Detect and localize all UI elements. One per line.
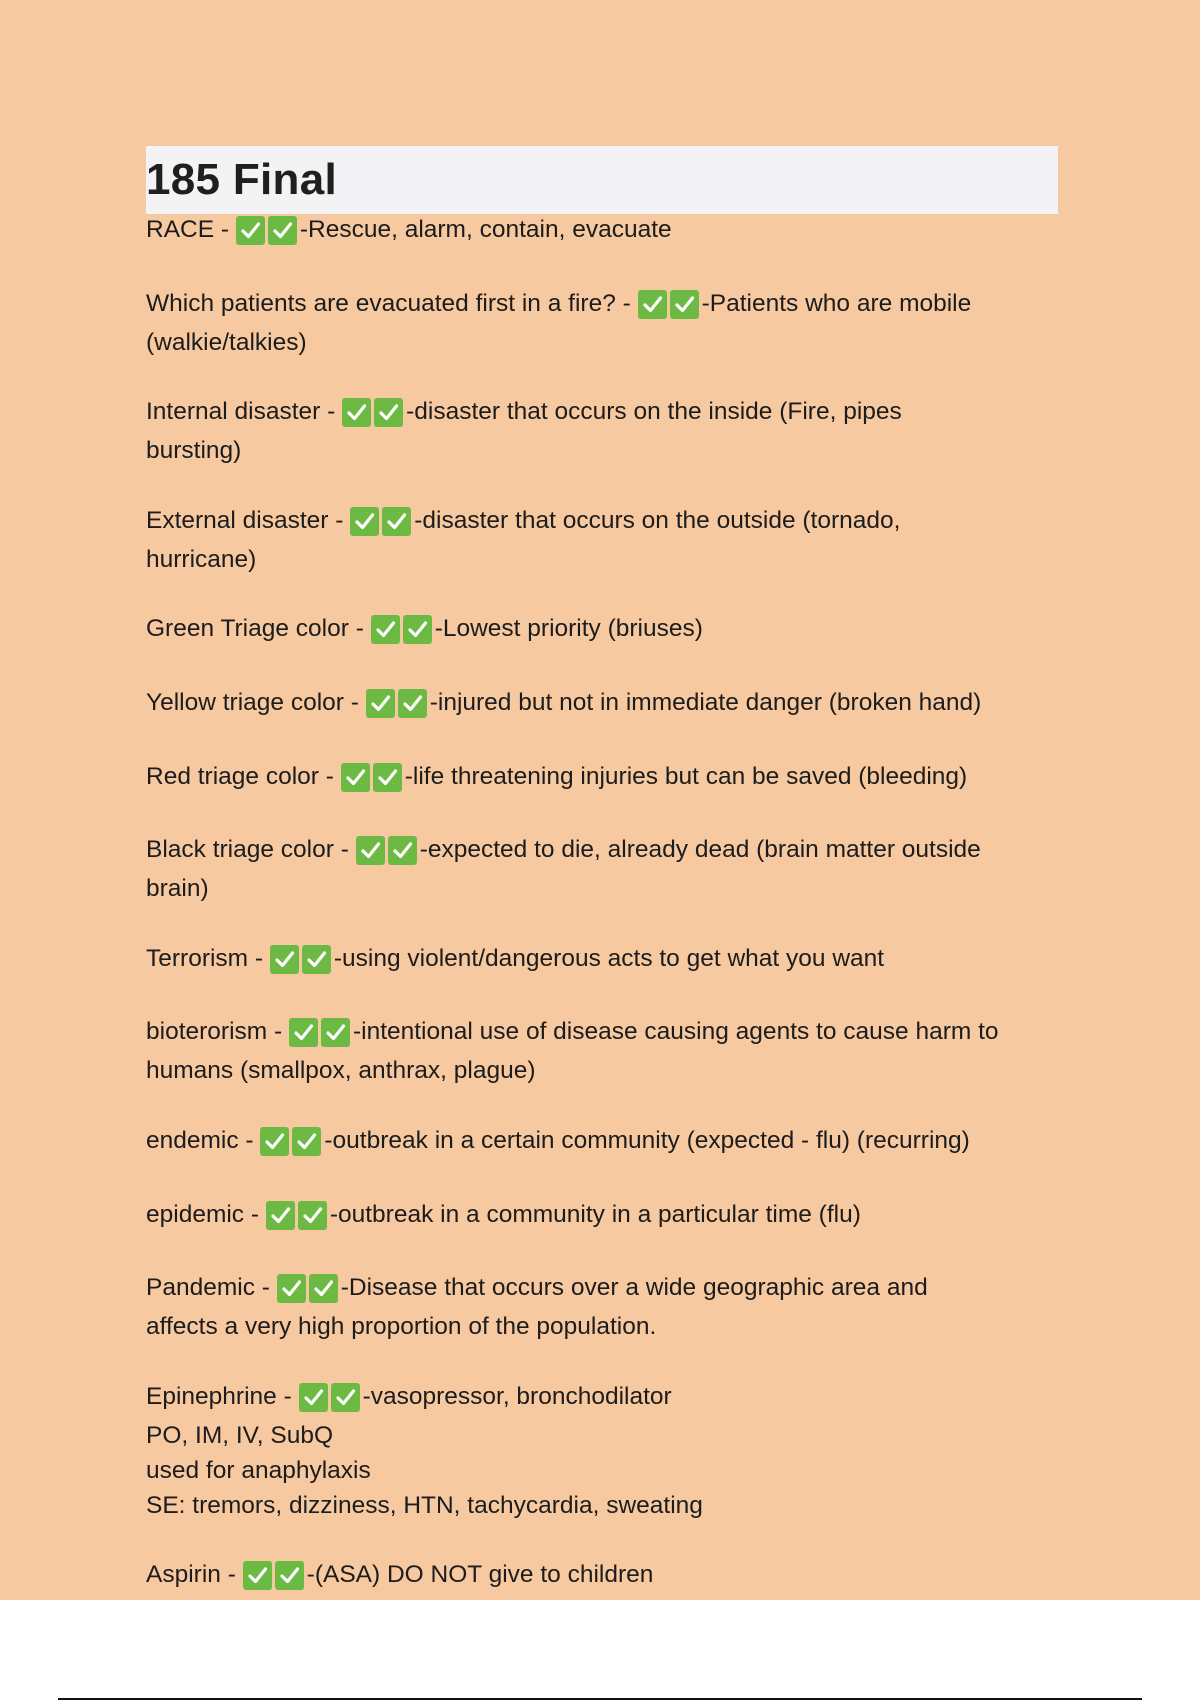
entry-definition-cont: PO, IM, IV, SubQ (146, 1421, 334, 1449)
entry-separator: - (276, 1382, 299, 1410)
entry-first-line (146, 212, 1066, 251)
entry-definition-cont: humans (smallpox, anthrax, plague) (146, 1057, 536, 1085)
check-mark-icon (356, 836, 385, 865)
entry-separator: - (238, 1126, 261, 1154)
double-check-marks (299, 1383, 363, 1418)
check-mark-icon (331, 1383, 360, 1412)
entry-separator: - (254, 1274, 277, 1302)
flashcard-entry (146, 1014, 1066, 1088)
entry-term: Green Triage color (146, 615, 349, 643)
double-check-marks (356, 836, 420, 871)
entry-term: Black triage color (146, 836, 334, 864)
entry-first-line (146, 1379, 1066, 1418)
check-mark-icon (382, 507, 411, 536)
entry-term: Aspirin (146, 1561, 221, 1589)
double-check-marks (371, 615, 435, 650)
check-mark-icon (243, 1561, 272, 1590)
entry-definition-cont: used for anaphylaxis (146, 1456, 371, 1484)
check-mark-icon (309, 1274, 338, 1303)
flashcard-entry (146, 1197, 1066, 1236)
double-check-marks (638, 290, 702, 325)
entry-continuation-line (146, 1309, 1066, 1344)
check-mark-icon (302, 945, 331, 974)
double-check-marks (260, 1127, 324, 1162)
entry-definition: -disaster that occurs on the inside (Fire, pipes (406, 398, 902, 426)
entry-term: Internal disaster (146, 398, 321, 426)
entry-continuation-line (146, 325, 1066, 360)
entry-first-line (146, 286, 1066, 325)
entry-separator: - (248, 944, 270, 972)
check-mark-icon (366, 689, 395, 718)
check-mark-icon (321, 1018, 350, 1047)
entry-term: Epinephrine (146, 1382, 277, 1410)
entry-definition: -Lowest priority (briuses) (434, 615, 703, 643)
entry-term: Which patients are evacuated first in a fire? (146, 289, 616, 317)
entry-term: RACE (146, 216, 215, 243)
entry-continuation-line (146, 871, 1066, 906)
check-mark-icon (350, 507, 379, 536)
check-mark-icon (388, 836, 417, 865)
entry-definition: -vasopressor, bronchodilator (362, 1382, 672, 1410)
title-bar (146, 146, 1058, 214)
flashcard-entry (146, 611, 1066, 650)
double-check-marks (366, 689, 430, 724)
check-mark-icon (266, 1201, 295, 1230)
entry-definition: -outbreak in a certain community (expected - flu) (recurring) (324, 1126, 970, 1154)
check-mark-icon (275, 1561, 304, 1590)
check-mark-icon (373, 763, 402, 792)
entry-continuation-line (146, 1488, 1066, 1523)
check-mark-icon (260, 1127, 289, 1156)
entry-continuation-line (146, 1053, 1066, 1088)
check-mark-icon (270, 945, 299, 974)
flashcard-entry (146, 832, 1066, 906)
entry-first-line (146, 611, 1066, 650)
check-mark-icon (299, 1383, 328, 1412)
entry-term: bioterorism (146, 1018, 268, 1046)
check-mark-icon (236, 216, 265, 245)
entry-first-line (146, 832, 1066, 871)
entry-first-line (146, 394, 1066, 433)
flashcard-entry (146, 685, 1066, 724)
check-mark-icon (371, 615, 400, 644)
double-check-marks (341, 763, 405, 798)
entry-separator: - (343, 688, 366, 716)
entry-definition: -expected to die, already dead (brain matter outside (419, 836, 981, 864)
entry-definition: -life threatening injuries but can be saved (bleeding) (404, 762, 968, 790)
flashcard-list (146, 212, 1066, 1631)
entry-term: endemic (146, 1126, 239, 1154)
check-mark-icon (398, 689, 427, 718)
entry-first-line (146, 1270, 1066, 1309)
check-mark-icon (298, 1201, 327, 1230)
entry-term: Pandemic (146, 1274, 255, 1302)
entry-separator: - (267, 1018, 289, 1046)
check-mark-icon (638, 290, 667, 319)
check-mark-icon (341, 763, 370, 792)
entry-separator: - (320, 398, 343, 426)
check-mark-icon (342, 398, 371, 427)
entry-definition: -Patients who are mobile (701, 289, 972, 317)
flashcard-entry (146, 1379, 1066, 1523)
double-check-marks (342, 398, 406, 433)
entry-first-line (146, 503, 1066, 542)
entry-separator: - (214, 216, 236, 243)
entry-first-line (146, 1123, 1066, 1162)
entry-continuation-line (146, 1418, 1066, 1453)
flashcard-entry (146, 1270, 1066, 1344)
flashcard-entry (146, 286, 1066, 360)
entry-definition: -(ASA) DO NOT give to children (306, 1561, 654, 1589)
entry-term: Terrorism (146, 944, 249, 972)
entry-first-line (146, 1557, 1066, 1596)
entry-definition: -disaster that occurs on the outside (tornado, (414, 506, 901, 534)
entry-definition: -intentional use of disease causing agents to cause harm to (352, 1018, 999, 1046)
entry-separator: - (328, 506, 351, 534)
check-mark-icon (289, 1018, 318, 1047)
entry-first-line (146, 1197, 1066, 1236)
entry-term: External disaster (146, 506, 329, 534)
entry-separator: - (220, 1561, 243, 1589)
double-check-marks (289, 1018, 353, 1053)
entry-first-line (146, 685, 1066, 724)
page-title: 185 Final (146, 155, 338, 204)
flashcard-entry (146, 1123, 1066, 1162)
flashcard-entry (146, 1557, 1066, 1596)
entry-definition: -outbreak in a community in a particular time (flu) (329, 1200, 861, 1228)
entry-first-line (146, 759, 1066, 798)
entry-separator: - (615, 289, 638, 317)
double-check-marks (270, 945, 334, 980)
flashcard-entry (146, 941, 1066, 980)
double-check-marks (350, 507, 414, 542)
flashcard-entry (146, 503, 1066, 577)
entry-separator: - (348, 615, 371, 643)
flashcard-entry (146, 759, 1066, 798)
entry-separator: - (333, 836, 356, 864)
entry-definition-cont: bursting) (146, 437, 242, 465)
double-check-marks (243, 1561, 307, 1596)
double-check-marks (266, 1201, 330, 1236)
check-mark-icon (374, 398, 403, 427)
entry-term: epidemic (146, 1200, 245, 1228)
check-mark-icon (292, 1127, 321, 1156)
flashcard-entry (146, 394, 1066, 468)
entry-separator: - (318, 762, 341, 790)
entry-definition: -using violent/dangerous acts to get what you want (333, 944, 885, 972)
entry-continuation-line (146, 1453, 1066, 1488)
entry-definition-cont: SE: tremors, dizziness, HTN, tachycardia, sweating (146, 1491, 703, 1519)
double-check-marks (236, 216, 300, 251)
entry-definition-cont: affects a very high proportion of the population. (146, 1313, 657, 1341)
entry-separator: - (244, 1200, 266, 1228)
entry-definition-cont: hurricane) (146, 545, 257, 573)
check-mark-icon (670, 290, 699, 319)
entry-continuation-line (146, 542, 1066, 577)
double-check-marks (277, 1274, 341, 1309)
entry-definition: -Rescue, alarm, contain, evacuate (299, 216, 672, 243)
entry-continuation-line (146, 433, 1066, 468)
entry-definition-cont: (walkie/talkies) (146, 328, 307, 356)
flashcard-entry (146, 212, 1066, 251)
entry-term: Red triage color (146, 762, 319, 790)
entry-definition: -injured but not in immediate danger (broken hand) (429, 688, 982, 716)
check-mark-icon (403, 615, 432, 644)
entry-first-line (146, 941, 1066, 980)
entry-definition-cont: brain) (146, 875, 209, 903)
entry-definition: -Disease that occurs over a wide geographic area and (340, 1274, 928, 1302)
entry-first-line (146, 1014, 1066, 1053)
check-mark-icon (277, 1274, 306, 1303)
check-mark-icon (268, 216, 297, 245)
entry-term: Yellow triage color (146, 688, 344, 716)
